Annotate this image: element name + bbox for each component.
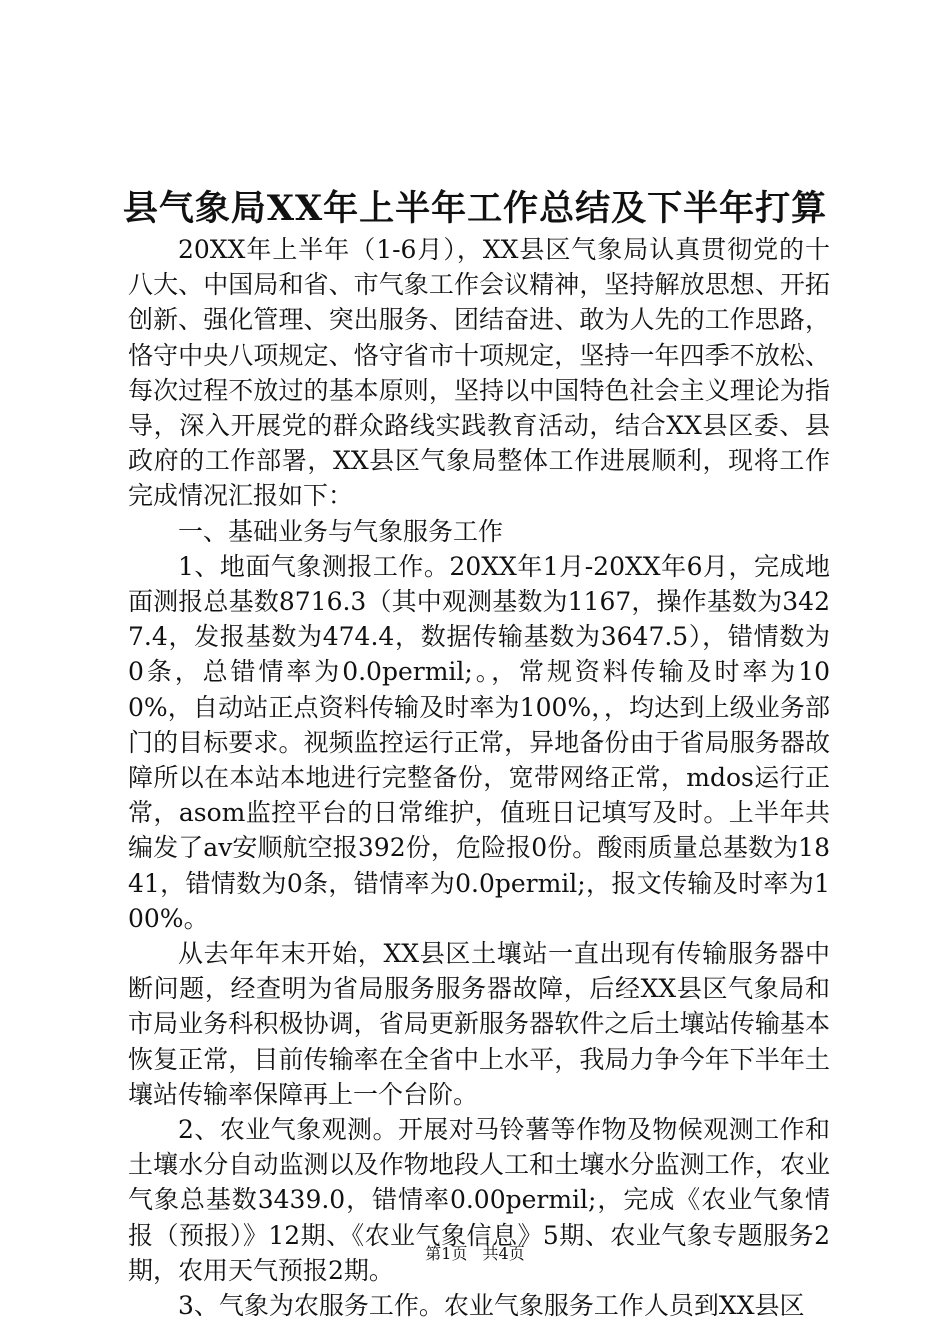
document-body [128, 232, 830, 1323]
page-total: 共4页 [482, 1244, 525, 1263]
page-number: 第1页 [425, 1244, 468, 1263]
paragraph-agri-service: 3、气象为农服务工作。农业气象服务工作人员到XX县区 [178, 1291, 805, 1321]
paragraph-intro: 20XX年上半年（1-6月），XX县区气象局认真贯彻党的十八大、中国局和省、市气象工作会议精神，坚持解放思想、开拓创新、强化管理、突出服务、团结奋进、敢为人先的工作思路，恪守中央八项规定、恪守省市十项规定，坚持一年四季不放松、每次过程不放过的基本原则，坚持以中国特色社会主义理论为指导，深入开展党的群众路线实践教育活动，结合XX县区委、县政府的工作部署，XX县区气象局整体工作进展顺利，现将工作完成情况汇报如下： [128, 235, 830, 511]
section-heading: 一、基础业务与气象服务工作 [178, 516, 504, 546]
paragraph-agri-observation: 2、农业气象观测。开展对马铃薯等作物及物候观测工作和土壤水分自动监测以及作物地段人工和土壤水分监测工作，农业气象总基数3439.0，错情率0.00permil;，完成《农业气象情报（预报）》12期、《农业气象信息》5期、农业气象专题服务2期，农用天气预报2期。 [128, 1115, 830, 1285]
paragraph-soil-station: 从去年年末开始，XX县区土壤站一直出现有传输服务器中断问题，经查明为省局服务服务器故障，后经XX县区气象局和市局业务科积极协调，省局更新服务器软件之后土壤站传输基本恢复正常，目前传输率在全省中上水平，我局力争今年下半年土壤站传输率保障再上一个台阶。 [128, 939, 830, 1109]
paragraph-surface-observation: 1、地面气象测报工作。20XX年1月-20XX年6月，完成地面测报总基数8716.3（其中观测基数为1167，操作基数为3427.4，发报基数为474.4，数据传输基数为3647.5），错情数为0条，总错情率为0.0permil;。，常规资料传输及时率为100%，自动站正点资料传输及时率为100%，，均达到上级业务部门的目标要求。视频监控运行正常，异地备份由于省局服务器故障所以在本站本地进行完整备份，宽带网络正常，mdos运行正常，asom监控平台的日常维护，值班日记填写及时。上半年共编发了av安顺航空报392份，危险报0份。酸雨质量总基数为1841，错情数为0条，错情率为0.0permil;，报文传输及时率为100%。 [128, 551, 830, 933]
document-title: 县气象局XX年上半年工作总结及下半年打算 [122, 188, 828, 229]
page-footer [0, 1244, 950, 1264]
